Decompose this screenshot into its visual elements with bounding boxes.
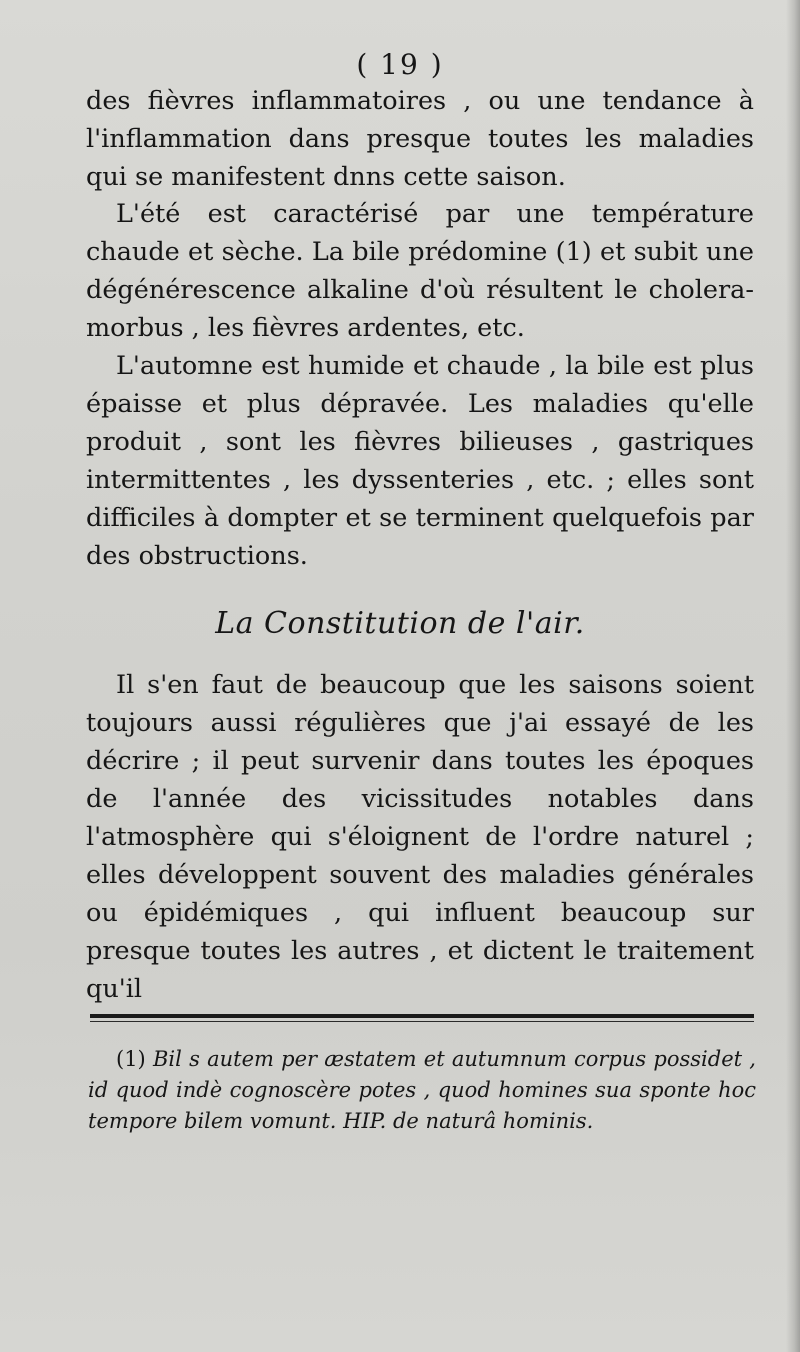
section-heading: La Constitution de l'air. <box>215 606 585 641</box>
footnote-rule-thin <box>90 1021 754 1022</box>
page-number: ( 19 ) <box>356 48 444 81</box>
footnote-marker: (1) <box>116 1047 146 1071</box>
text-block-top <box>86 82 754 196</box>
text-block-seasons <box>86 195 754 575</box>
footnote-text: Bil s autem per æstatem et autumnum corpus possidet , id quod indè cognoscère potes , quod homines sua sponte hoc tempore bilem vomunt. HIP. de naturâ hominis. <box>88 1047 756 1133</box>
page-edge-shadow <box>786 0 800 1352</box>
footnote <box>88 1044 756 1137</box>
paragraph-summer: L'été est caractérisé par une température chaude et sèche. La bile prédomine (1) et subit une dégénérescence alkaline d'où résultent le cholera-morbus , les fièvres ardentes, etc. <box>86 199 754 343</box>
paragraph-air-constitution: Il s'en faut de beaucoup que les saisons soient toujours aussi régulières que j'ai essayé de les décrire ; il peut survenir dans toutes les époques de l'année des vicissitudes notables dans l'atmosphère qui s'éloignent de l'ordre naturel ; elles développent souvent des maladies générales ou épidémiques , qui influent beaucoup sur presque toutes les autres , et dictent le traitement qu'il <box>86 670 754 1004</box>
paragraph-continuation: des fièvres inflammatoires , ou une tendance à l'inflammation dans presque toutes les maladies qui se manifestent dnns cette saison. <box>86 86 754 192</box>
footnote-rule <box>90 1014 754 1018</box>
paragraph-autumn: L'automne est humide et chaude , la bile est plus épaisse et plus dépravée. Les maladies qu'elle produit , sont les fièvres bilieuses , gastriques intermittentes , les dyssenteries , etc. ; elles sont difficiles à dompter et se terminent quelquefois par des obstructions. <box>86 351 754 571</box>
text-block-air <box>86 666 754 1008</box>
